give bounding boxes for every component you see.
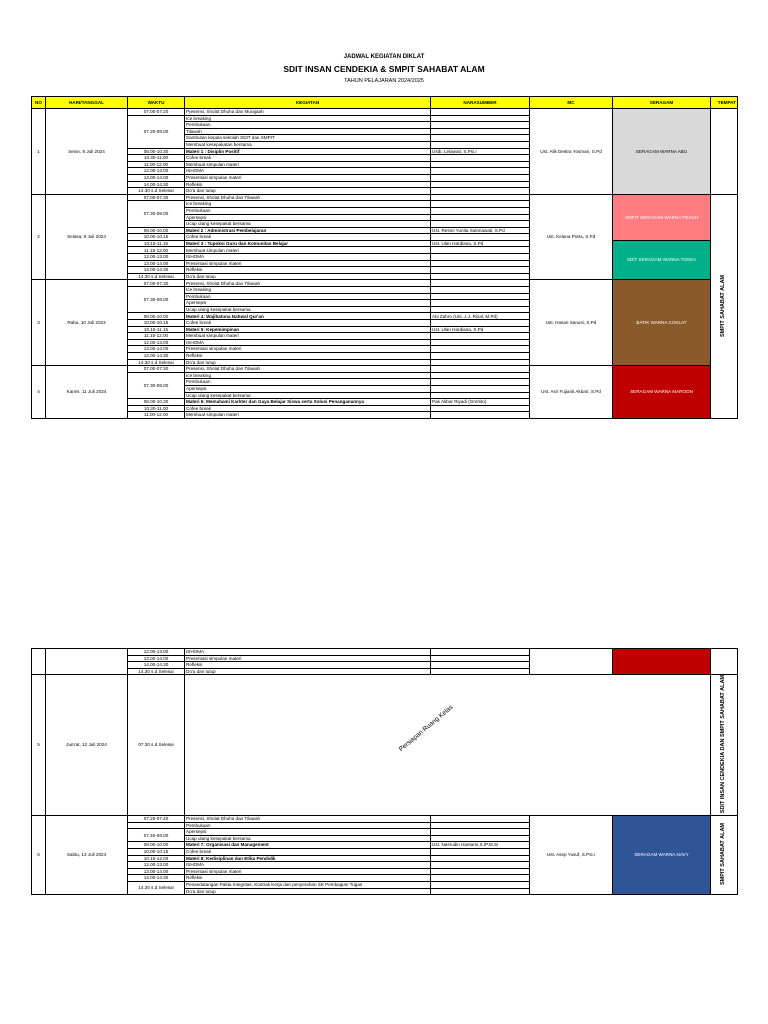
activity-cell: Materi 1 : Disiplin Positif — [185, 148, 431, 155]
activity-cell: Materi 7: Organisasi dan Management — [185, 842, 431, 849]
time-cell: 10.30-11.00 — [128, 155, 185, 162]
activity-cell: Materi 6: Memahami Karkter dan Gaya Belajar Siswa serta Solusi Penanganannya — [185, 399, 431, 406]
place-label-friday: SDIT INSAN CENDEKIA DAN SMPIT SAHABAT ALAM — [720, 675, 727, 814]
activity-cell: Presentasi simpulan materi — [185, 174, 431, 181]
time-cell: 07.25-07.40 — [128, 816, 185, 823]
uniform-cell: SERAGAM WARNA ABU — [613, 109, 711, 195]
table-row — [32, 194, 738, 201]
schedule-table-page2 — [31, 648, 738, 895]
place-cell-saturday — [711, 816, 738, 895]
speaker-cell — [431, 385, 530, 392]
activity-cell: Presentasi simpulan materi — [185, 655, 431, 662]
speaker-cell — [431, 234, 530, 241]
speaker-cell — [431, 280, 530, 287]
speaker-cell — [431, 359, 530, 366]
day-date: Sabtu, 13 Juli 2024 — [46, 816, 128, 895]
speaker-cell — [431, 822, 530, 829]
speaker-cell — [431, 306, 530, 313]
time-cell: 14.30 s.d Selesai — [128, 668, 185, 675]
speaker-cell — [431, 141, 530, 148]
time-cell: 14.30 s.d Selesai — [128, 273, 185, 280]
speaker-cell — [431, 267, 530, 274]
speaker-cell — [431, 405, 530, 412]
table-row — [32, 280, 738, 287]
friday-merged-cell — [185, 675, 711, 816]
time-cell: 12.00-13.00 — [128, 168, 185, 175]
activity-cell: Ucap ulang kesepakat bersama — [185, 221, 431, 228]
time-cell: 10.00-10.15 — [128, 234, 185, 241]
time-cell: 10.15-11.15 — [128, 326, 185, 333]
speaker-cell — [431, 135, 530, 142]
col-activity: KEGIATAN — [185, 97, 431, 109]
mc-cell-cont — [530, 649, 613, 675]
speaker-cell — [431, 662, 530, 669]
activity-cell: ISHOMA — [185, 168, 431, 175]
day-date: Senin, 8 Juli 2024 — [46, 109, 128, 195]
time-cell: 12.00-13.00 — [128, 649, 185, 656]
time-cell: 08.00-10.00 — [128, 313, 185, 320]
time-cell: 14.00-14.30 — [128, 181, 185, 188]
activity-cell: Ice breaking — [185, 372, 431, 379]
speaker-cell: Ust. Ulan Hardiana, S.Pd — [431, 240, 530, 247]
activity-cell: Apersepsi — [185, 214, 431, 221]
speaker-cell — [431, 247, 530, 254]
activity-cell: Cofee break — [185, 405, 431, 412]
activity-cell: Presensi, Sholat Dhuha dan Tilawah — [185, 366, 431, 373]
day-date: Jum'at, 12 Juli 2024 — [46, 675, 128, 816]
activity-cell: Materi 5: Kepemimpinan — [185, 326, 431, 333]
activity-cell: Membuat kesepakatan bersama — [185, 141, 431, 148]
activity-cell: Ucap ulang kesepakat bersama — [185, 392, 431, 399]
speaker-cell — [431, 333, 530, 340]
speaker-cell — [431, 352, 530, 359]
day-number: 1 — [32, 109, 46, 195]
speaker-cell — [431, 168, 530, 175]
speaker-cell — [431, 339, 530, 346]
col-uniform: SERAGAM — [613, 97, 711, 109]
time-cell: 14.30 s.d Selesai — [128, 359, 185, 366]
col-speaker: NARASUMBER — [431, 97, 530, 109]
speaker-cell — [431, 655, 530, 662]
activity-cell: Ice breaking — [185, 115, 431, 122]
activity-cell: Apersepsi — [185, 829, 431, 836]
time-cell: 07.30-08.00 — [128, 201, 185, 227]
speaker-cell — [431, 412, 530, 419]
speaker-cell — [431, 855, 530, 862]
time-cell: 14.00-14.30 — [128, 267, 185, 274]
day-number: 5 — [32, 675, 46, 816]
time-cell: 12.00-13.00 — [128, 339, 185, 346]
activity-cell: Do'a dan tutup — [185, 668, 431, 675]
col-mc: MC — [530, 97, 613, 109]
activity-cell: Presensi, Sholat Dhuha dan Tilawah — [185, 194, 431, 201]
speaker-cell — [431, 881, 530, 888]
day-number: 3 — [32, 280, 46, 366]
speaker-cell — [431, 214, 530, 221]
activity-cell: ISHOMA — [185, 649, 431, 656]
day-date: Selasa, 9 Juli 2024 — [46, 194, 128, 280]
time-cell: 12.00-13.00 — [128, 862, 185, 869]
uniform-cell-peach: SMPIT SERAGAM WARNA PEACH — [613, 194, 711, 240]
time-cell: 07.30 s.d Selesai — [128, 675, 185, 816]
speaker-cell: Ust. Resmi Yunita Sukmawati, S.Pd — [431, 227, 530, 234]
time-cell: 07.20-08.00 — [128, 115, 185, 148]
place-label: SMPIT SAHABAT ALAM — [720, 274, 727, 337]
activity-cell: Ucap ulang kesepakat bersama — [185, 835, 431, 842]
activity-cell: Refleksi — [185, 352, 431, 359]
speaker-cell — [431, 293, 530, 300]
place-cell-top — [711, 109, 738, 195]
activity-cell: ISHOMA — [185, 339, 431, 346]
speaker-cell — [431, 372, 530, 379]
speaker-cell — [431, 122, 530, 129]
activity-cell: Do'a dan tutup — [185, 273, 431, 280]
speaker-cell — [431, 181, 530, 188]
uniform-cell-cont — [613, 649, 711, 675]
uniform-cell-toska: SDIT SERAGAM WARNA TOSKA — [613, 240, 711, 280]
time-cell: 13.00-14.00 — [128, 346, 185, 353]
doc-year: TAHUN PELAJARAN 2024/2025 — [344, 78, 424, 84]
activity-cell: Membuat simpulan materi — [185, 161, 431, 168]
mc-cell: Ust. Asep Yusuf, S.Psi.I — [530, 816, 613, 895]
time-cell: 13.00-14.00 — [128, 868, 185, 875]
doc-subtitle: SDIT INSAN CENDEKIA & SMPIT SAHABAT ALAM — [283, 64, 485, 74]
speaker-cell — [431, 668, 530, 675]
speaker-cell — [431, 888, 530, 895]
time-cell: 14.00-14.30 — [128, 875, 185, 882]
time-cell: 14.00-14.30 — [128, 662, 185, 669]
activity-cell: Tilawah — [185, 128, 431, 135]
place-cell-friday — [711, 675, 738, 816]
activity-cell: Materi 3 : Tupoksi Guru dan Komunitas Belajar — [185, 240, 431, 247]
speaker-cell — [431, 161, 530, 168]
time-cell: 12.00-13.00 — [128, 254, 185, 261]
time-cell: 07.00-07.30 — [128, 366, 185, 373]
uniform-cell: SERAGAM WARNA MAROON — [613, 366, 711, 419]
activity-cell: Do'a dan tutup — [185, 188, 431, 195]
speaker-cell — [431, 649, 530, 656]
doc-title: JADWAL KEGIATAN DIKLAT — [343, 54, 425, 60]
activity-cell: Ice breaking — [185, 201, 431, 208]
speaker-cell — [431, 320, 530, 327]
activity-cell: Ice breaking — [185, 287, 431, 294]
place-label-saturday: SMPIT SAHABAT ALAM — [720, 823, 727, 886]
time-cell: 11.00-12.00 — [128, 161, 185, 168]
activity-cell: Membuat simpulan materi — [185, 333, 431, 340]
activity-cell: Refleksi — [185, 875, 431, 882]
speaker-cell — [431, 194, 530, 201]
time-cell: 08.00-10.00 — [128, 842, 185, 849]
time-cell: 11.15-12.00 — [128, 333, 185, 340]
speaker-cell — [431, 868, 530, 875]
speaker-cell — [431, 862, 530, 869]
activity-cell: Cofee break — [185, 848, 431, 855]
activity-cell: Do'a dan tutup — [185, 888, 431, 895]
uniform-cell: BATIK WARNA COKLAT — [613, 280, 711, 366]
place-cell-cont — [711, 649, 738, 675]
activity-cell: Materi 2 : Administrasi Pembelajaran — [185, 227, 431, 234]
activity-cell: Presentasi simpulan materi — [185, 260, 431, 267]
speaker-cell — [431, 816, 530, 823]
activity-cell: Refleksi — [185, 662, 431, 669]
activity-cell: Do'a dan tutup — [185, 359, 431, 366]
activity-cell: Sambutan kepala sekolah SDIT dan SMPIT — [185, 135, 431, 142]
mc-cell: Ust. Kelana Putra, S.Pd — [530, 194, 613, 280]
time-cell: 10.15-11.15 — [128, 240, 185, 247]
time-cell: 11.00-12.00 — [128, 412, 185, 419]
day-number: 2 — [32, 194, 46, 280]
speaker-cell: Ustb. Lelawati, S.Psi.I — [431, 148, 530, 155]
speaker-cell — [431, 201, 530, 208]
table-row — [32, 366, 738, 373]
speaker-cell: Ust. Nasrudin Haetami,S.IP,M.Si — [431, 842, 530, 849]
speaker-cell: Abi Zahro (Ust. J.J. Rizal, M.Pd) — [431, 313, 530, 320]
day-date: Rabu, 10 Juli 2024 — [46, 280, 128, 366]
time-cell: 10.15-12.00 — [128, 855, 185, 862]
activity-cell: Pembukaan — [185, 379, 431, 386]
activity-cell: Pembukaan — [185, 822, 431, 829]
time-cell: 13.00-14.00 — [128, 174, 185, 181]
time-cell: 07.40-08.00 — [128, 829, 185, 842]
table-row — [32, 240, 738, 247]
activity-cell: Cofee break — [185, 234, 431, 241]
speaker-cell — [431, 346, 530, 353]
activity-cell: Pembukaan — [185, 293, 431, 300]
activity-cell: Pembukaan — [185, 207, 431, 214]
speaker-cell — [431, 835, 530, 842]
activity-cell: Presentasi simpulan materi — [185, 868, 431, 875]
mc-cell: Ust. Alik Destra Yosman, S.Pd — [530, 109, 613, 195]
time-cell: 13.00-14.00 — [128, 655, 185, 662]
day-number-cont — [32, 649, 46, 675]
table-row — [32, 675, 738, 816]
speaker-cell — [431, 109, 530, 116]
table-row — [32, 649, 738, 656]
activity-cell: Membuat simpulan materi — [185, 412, 431, 419]
speaker-cell: Ust. Ulan Hardiana, S.Pd — [431, 326, 530, 333]
time-cell: 08.00-10.30 — [128, 399, 185, 406]
schedule-table-page1 — [31, 96, 738, 419]
speaker-cell — [431, 287, 530, 294]
table-row — [32, 109, 738, 116]
col-date: HARI/TANGGAL — [46, 97, 128, 109]
speaker-cell — [431, 188, 530, 195]
day-number: 6 — [32, 816, 46, 895]
speaker-cell — [431, 207, 530, 214]
speaker-cell — [431, 379, 530, 386]
time-cell: 07.30-08.00 — [128, 372, 185, 398]
time-cell: 14.30 s.d Selesai — [128, 881, 185, 894]
mc-cell: Ust. Hasan Sanusi, S.Pd — [530, 280, 613, 366]
time-cell: 07.00-07.30 — [128, 280, 185, 287]
activity-cell: Presensi, Sholat Dhuha dan Murajaah — [185, 109, 431, 116]
speaker-cell — [431, 366, 530, 373]
place-cell — [711, 194, 738, 418]
speaker-cell — [431, 155, 530, 162]
activity-cell: Refleksi — [185, 267, 431, 274]
time-cell: 08.00-10.30 — [128, 148, 185, 155]
activity-cell: Presensi, Sholat Dhuha dan Tilawah — [185, 816, 431, 823]
speaker-cell — [431, 875, 530, 882]
activity-cell: Membuat simpulan materi — [185, 247, 431, 254]
activity-cell: Presentasi simpulan materi — [185, 346, 431, 353]
time-cell: 07.00-07.30 — [128, 194, 185, 201]
uniform-cell: SERAGAM WARNA NAVY — [613, 816, 711, 895]
activity-cell: ISHOMA — [185, 254, 431, 261]
day-date-cont — [46, 649, 128, 675]
time-cell — [128, 822, 185, 829]
col-no: NO — [32, 97, 46, 109]
time-cell: 08.00-10.00 — [128, 227, 185, 234]
col-place: TEMPAT — [711, 97, 738, 109]
table-row — [32, 816, 738, 823]
speaker-cell — [431, 300, 530, 307]
activity-cell: Pembukaan — [185, 122, 431, 129]
speaker-cell — [431, 115, 530, 122]
activity-cell: Presensi, Sholat Dhuha dan Tilawah — [185, 280, 431, 287]
day-date: Kamis, 11 Juli 2024 — [46, 366, 128, 419]
activity-cell: Refleksi — [185, 181, 431, 188]
time-cell: 13.00-14.00 — [128, 260, 185, 267]
friday-activity-label: Persiapan Ruang Kelas — [397, 703, 455, 754]
time-cell: 10.00-10.15 — [128, 848, 185, 855]
activity-cell: Materi 8: Kedisiplinan dan Etika Pendidik — [185, 855, 431, 862]
day-number: 4 — [32, 366, 46, 419]
table-header-row — [32, 97, 738, 109]
activity-cell: Cofee break — [185, 155, 431, 162]
speaker-cell — [431, 221, 530, 228]
time-cell: 07.30-08.00 — [128, 287, 185, 313]
speaker-cell: Pak Akbar Riyadi (Grehito) — [431, 399, 530, 406]
time-cell: 10.00-10.15 — [128, 320, 185, 327]
speaker-cell — [431, 273, 530, 280]
activity-cell: Materi 4: Wajibatuna Nahwal Qur'an — [185, 313, 431, 320]
mc-cell: Ust. Asri Fujianti Akbari, S.Pd — [530, 366, 613, 419]
time-cell: 10.30-11.00 — [128, 405, 185, 412]
activity-cell: Cofee break — [185, 320, 431, 327]
col-time: WAKTU — [128, 97, 185, 109]
speaker-cell — [431, 174, 530, 181]
activity-cell: Penandatangan Pakta Integritas, Kontrak Kerja dan penyerahan SK Pembagian Tugas — [185, 881, 431, 888]
activity-cell: Apersepsi — [185, 385, 431, 392]
speaker-cell — [431, 128, 530, 135]
activity-cell: Apersepsi — [185, 300, 431, 307]
activity-cell: ISHOMA — [185, 862, 431, 869]
time-cell: 14.30 s.d Selesai — [128, 188, 185, 195]
speaker-cell — [431, 392, 530, 399]
time-cell: 07.00-07.20 — [128, 109, 185, 116]
speaker-cell — [431, 848, 530, 855]
speaker-cell — [431, 829, 530, 836]
speaker-cell — [431, 260, 530, 267]
activity-cell: Ucap ulang kesepakat bersama — [185, 306, 431, 313]
speaker-cell — [431, 254, 530, 261]
time-cell: 14.00-14.30 — [128, 352, 185, 359]
time-cell: 11.15-12.00 — [128, 247, 185, 254]
